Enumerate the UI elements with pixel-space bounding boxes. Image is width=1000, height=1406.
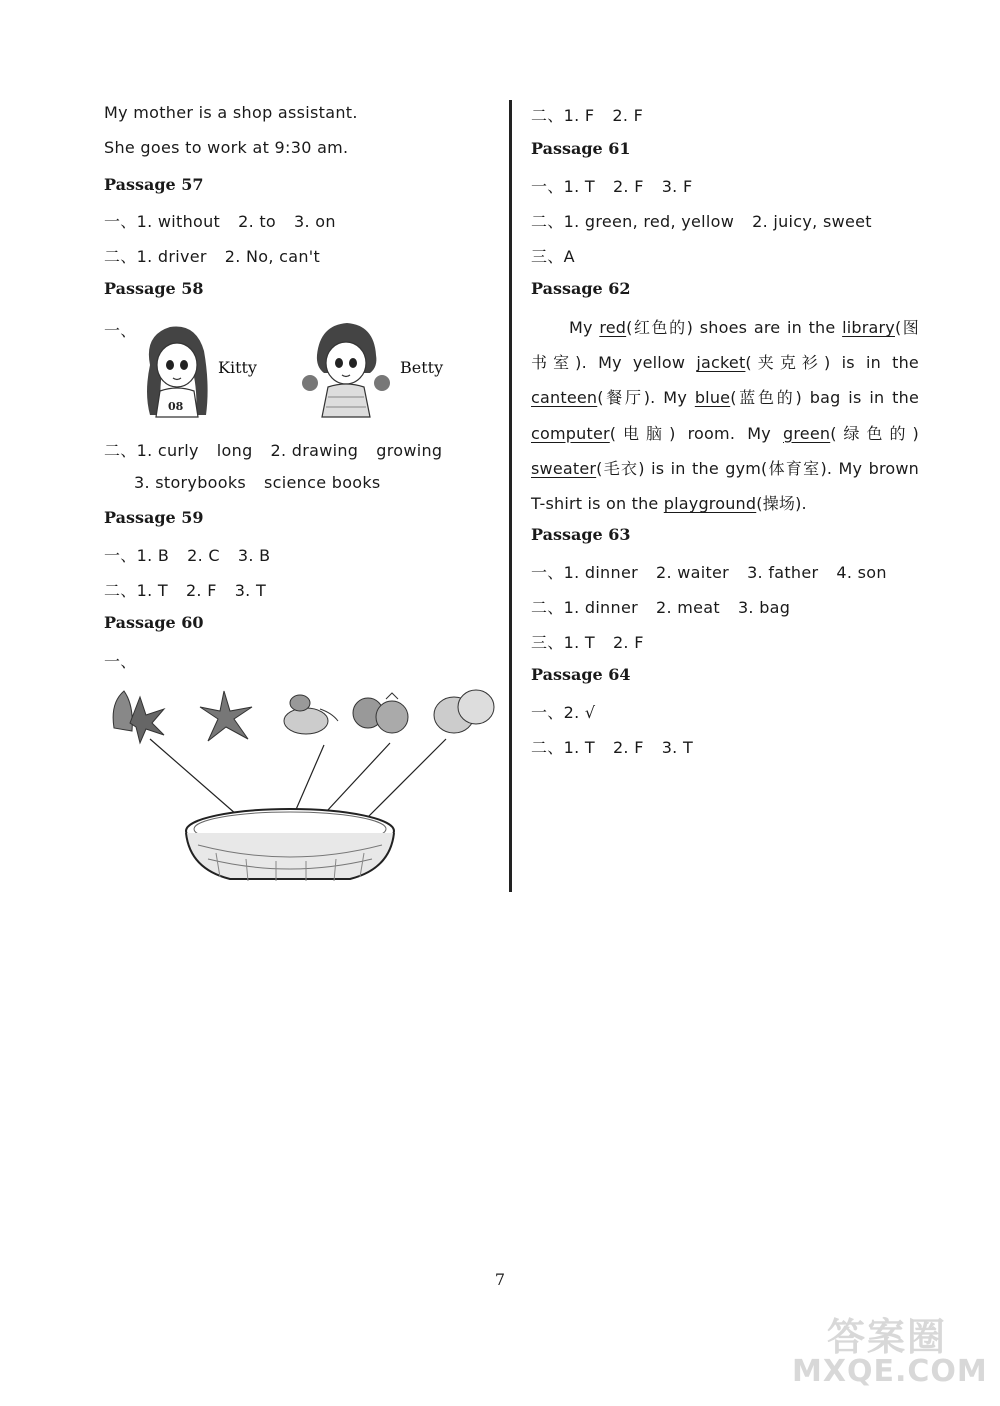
passage-64-heading: Passage 64 [531, 665, 631, 684]
passage-63-heading: Passage 63 [531, 525, 631, 544]
betty-label: Betty [400, 358, 444, 377]
passage-64-answer-1: 一、2. √ [531, 703, 596, 722]
passage-61-answer-3: 三、A [531, 247, 575, 266]
basket-matching-illustration [106, 683, 501, 888]
passage-57-heading: Passage 57 [104, 175, 204, 194]
seafood-icon [113, 691, 164, 743]
passage-58-answer-2: 二、1. curly long 2. drawing growing [104, 441, 443, 460]
girls-illustration [132, 315, 462, 425]
intro-line-1: My mother is a shop assistant. [104, 103, 358, 122]
mango-icon [284, 695, 338, 734]
passage-60-answer-1-prefix: 一、 [104, 652, 137, 671]
passage-62-paragraph: My red(红色的) shoes are in the library(图书室). My yellow jacket(夹克衫) is in the canteen(餐厅). My blue(蓝色的) bag is in the computer(电脑) room. My green(绿色的) sweater(毛衣) is in the gym(体育室). My brown T-shirt is on the playground(操场). [531, 318, 919, 514]
watermark-line-1: 答案圈 [826, 1315, 947, 1359]
passage-58-heading: Passage 58 [104, 279, 204, 298]
passage-57-answer-2: 二、1. driver 2. No, can't [104, 247, 321, 266]
passage-59-heading: Passage 59 [104, 508, 204, 527]
peach-icon [434, 690, 494, 733]
intro-line-2: She goes to work at 9:30 am. [104, 138, 349, 157]
kitty-shirt-number: 08 [168, 400, 184, 413]
page-number: 7 [494, 1270, 506, 1289]
passage-58-answer-3: 3. storybooks science books [134, 473, 381, 492]
passage-63-answer-1: 一、1. dinner 2. waiter 3. father 4. son [531, 563, 887, 582]
column-divider [509, 100, 512, 892]
passage-59-answer-2: 二、1. T 2. F 3. T [104, 581, 267, 600]
tomato-icon [353, 693, 408, 733]
passage-61-answer-2: 二、1. green, red, yellow 2. juicy, sweet [531, 212, 872, 231]
passage-63-answer-3: 三、1. T 2. F [531, 633, 644, 652]
kitty-label: Kitty [218, 358, 257, 377]
passage-61-heading: Passage 61 [531, 139, 631, 158]
passage-64-answer-2: 二、1. T 2. F 3. T [531, 738, 694, 757]
starfish-icon [200, 691, 252, 741]
passage-63-answer-2: 二、1. dinner 2. meat 3. bag [531, 598, 791, 617]
kitty-girl-icon [147, 327, 208, 418]
passage-60-heading: Passage 60 [104, 613, 204, 632]
passage-58-answer-1-prefix: 一、 [104, 321, 137, 340]
watermark-line-2: MXQE.COM [792, 1354, 988, 1389]
basket-icon [186, 809, 394, 881]
passage-62-heading: Passage 62 [531, 279, 631, 298]
passage-61-answer-1: 一、1. T 2. F 3. F [531, 177, 693, 196]
betty-girl-icon [302, 323, 390, 417]
top-answer-line: 二、1. F 2. F [531, 106, 644, 125]
passage-59-answer-1: 一、1. B 2. C 3. B [104, 546, 271, 565]
passage-57-answer-1: 一、1. without 2. to 3. on [104, 212, 336, 231]
watermark-logo [792, 1302, 988, 1392]
